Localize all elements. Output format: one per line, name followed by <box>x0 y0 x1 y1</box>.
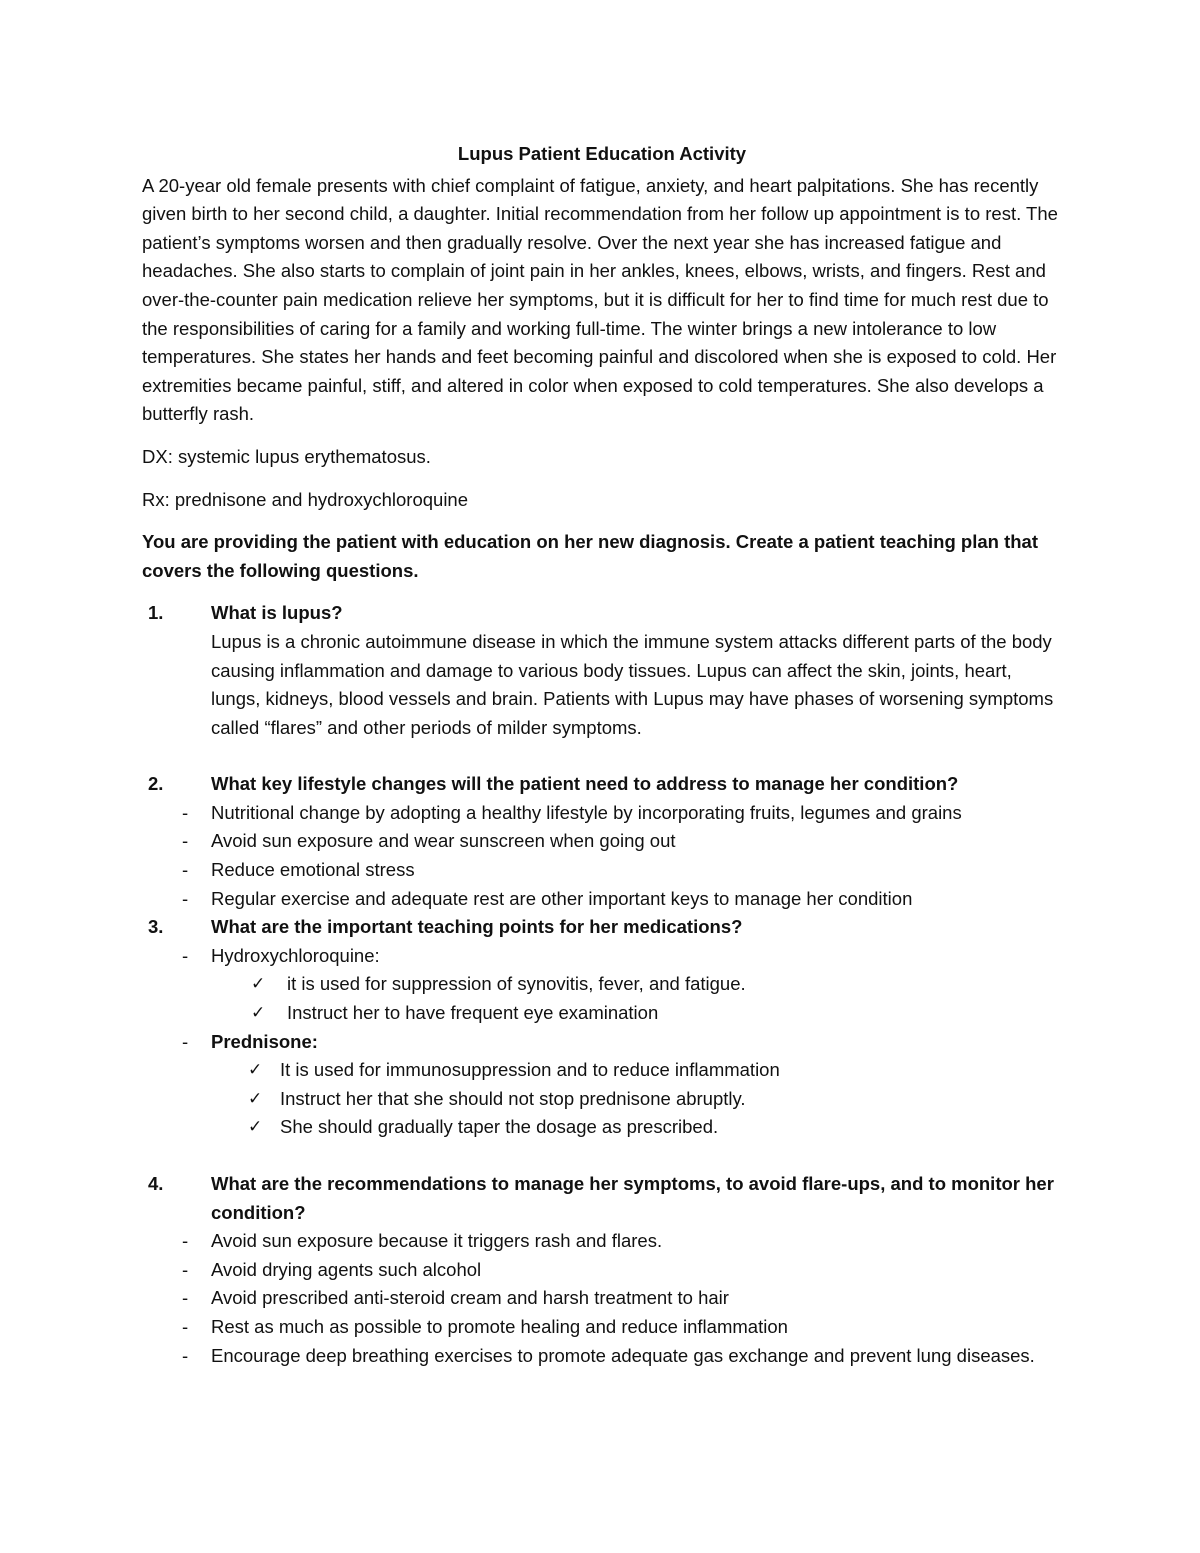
medication-item <box>176 1028 1062 1142</box>
list-item <box>176 1256 1062 1285</box>
instruction-paragraph: You are providing the patient with education on her new diagnosis. Create a patient teaching plan that covers the following questions. <box>142 531 1038 581</box>
list-item-text: Avoid drying agents such alcohol <box>211 1258 482 1280</box>
list-item <box>176 1227 1062 1256</box>
list-item <box>176 799 1062 828</box>
medication-item <box>176 942 1062 1028</box>
list-item <box>176 1313 1062 1342</box>
dash-bullet: - <box>182 1315 189 1337</box>
question-number: 2. <box>148 773 164 795</box>
list-item-text: Instruct her that she should not stop prednisone abruptly. <box>280 1087 746 1109</box>
list-item <box>176 885 1062 914</box>
medication-points <box>211 1056 1062 1142</box>
question-title: What key lifestyle changes will the patient need to address to manage her condition? <box>211 773 959 795</box>
document-title: Lupus Patient Education Activity <box>457 143 747 164</box>
dash-bullet: - <box>182 1287 189 1309</box>
dash-bullet: - <box>182 859 189 881</box>
question-title: What is lupus? <box>211 602 343 624</box>
list-item <box>211 970 1062 999</box>
list-item-text: Encourage deep breathing exercises to promote adequate gas exchange and prevent lung diseases. <box>211 1344 1035 1366</box>
list-item-text: Instruct her to have frequent eye examination <box>287 1002 659 1024</box>
recommendation-list <box>182 1227 1062 1370</box>
list-item-text: Reduce emotional stress <box>211 859 415 881</box>
dash-bullet: - <box>182 1344 189 1366</box>
list-item <box>176 827 1062 856</box>
diagnosis-line: DX: systemic lupus erythematosus. <box>142 445 431 467</box>
question-answer: Lupus is a chronic autoimmune disease in which the immune system attacks different parts of the body causing inflammation and damage to various body tissues. Lupus can affect the skin, joints, heart, lungs, kidneys, blood vessels and brain. Patients with Lupus may have phases of worsening symptoms called “flares” and other periods of milder symptoms. <box>211 630 1054 738</box>
list-item <box>176 1284 1062 1313</box>
list-item <box>211 1085 1062 1114</box>
question-number: 4. <box>148 1173 164 1194</box>
list-item-text: it is used for suppression of synovitis, fever, and fatigue. <box>287 973 746 995</box>
list-item-text: Avoid prescribed anti-steroid cream and harsh treatment to hair <box>211 1287 729 1309</box>
list-item <box>211 999 1062 1028</box>
list-item <box>211 1113 1062 1142</box>
list-item <box>211 1056 1062 1085</box>
checkmark-icon: ✓ <box>248 1117 263 1137</box>
prescription-line: Rx: prednisone and hydroxychloroquine <box>142 488 469 510</box>
medication-name: Prednisone: <box>211 1030 318 1052</box>
list-item-text: Regular exercise and adequate rest are other important keys to manage her condition <box>211 887 913 909</box>
checkmark-icon: ✓ <box>248 1060 263 1080</box>
question-title: What are the recommendations to manage her symptoms, to avoid flare-ups, and to monitor her condition? <box>211 1173 1054 1223</box>
dash-bullet: - <box>182 1230 189 1252</box>
lifestyle-list <box>182 799 1062 913</box>
dash-bullet: - <box>182 1030 189 1052</box>
list-item-text: Rest as much as possible to promote healing and reduce inflammation <box>211 1315 788 1337</box>
list-item-text: She should gradually taper the dosage as prescribed. <box>280 1116 719 1138</box>
list-item <box>176 856 1062 885</box>
case-description: A 20-year old female presents with chief complaint of fatigue, anxiety, and heart palpitations. She has recently given birth to her second child, a daughter. Initial recommendation from her follow up appointment is to rest. The patient’s symptoms worsen and then gradually resolve. Over the next year she has increased fatigue and headaches. She also starts to complain of joint pain in her ankles, knees, elbows, wrists, and fingers. Rest and over-the-counter pain medication relieve her symptoms, but it is difficult for her to find time for much rest due to the responsibilities of caring for a family and working full-time. The winter brings a new intolerance to low temperatures. She states her hands and feet becoming painful and discolored when she is exposed to cold. Her extremities became painful, stiff, and altered in color when exposed to cold temperatures. She also develops a butterfly rash. <box>142 174 1058 425</box>
question-2 <box>142 770 1062 913</box>
list-item <box>176 1342 1062 1371</box>
dash-bullet: - <box>182 830 189 852</box>
dash-bullet: - <box>182 887 189 909</box>
medication-name: Hydroxychloroquine: <box>211 944 380 966</box>
dash-bullet: - <box>182 944 189 966</box>
question-title: What are the important teaching points for her medications? <box>211 916 743 938</box>
medication-list <box>182 942 1062 1142</box>
medication-points <box>211 970 1062 1027</box>
question-4 <box>142 1170 1062 1370</box>
checkmark-icon: ✓ <box>248 1088 263 1108</box>
question-3 <box>142 913 1062 1142</box>
checkmark-icon: ✓ <box>251 1003 266 1023</box>
document-page <box>142 140 1062 1370</box>
dash-bullet: - <box>182 1258 189 1280</box>
list-item-text: Avoid sun exposure and wear sunscreen when going out <box>211 830 676 852</box>
checkmark-icon: ✓ <box>251 974 266 994</box>
question-number: 1. <box>148 602 164 624</box>
list-item-text: It is used for immunosuppression and to reduce inflammation <box>280 1059 780 1081</box>
list-item-text: Avoid sun exposure because it triggers rash and flares. <box>211 1230 663 1252</box>
dash-bullet: - <box>182 801 189 823</box>
question-number: 3. <box>148 916 164 938</box>
list-item-text: Nutritional change by adopting a healthy lifestyle by incorporating fruits, legumes and grains <box>211 801 962 823</box>
question-1 <box>142 599 1062 742</box>
